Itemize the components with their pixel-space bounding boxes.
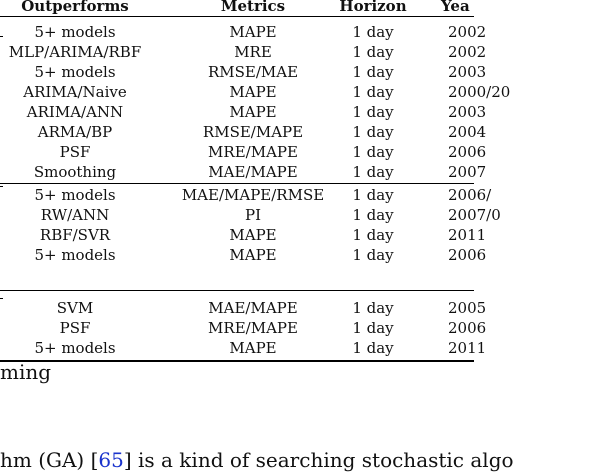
header-horizon: Horizon [339,0,407,15]
cell-outperforms: PSF [59,319,91,337]
table-row [0,122,600,142]
cell-outperforms: SVM [56,299,94,317]
edge-mark [0,186,3,187]
header-metrics: Metrics [220,0,286,15]
cell-outperforms: RW/ANN [40,206,110,224]
cell-metrics: MAPE [229,23,277,41]
cell-horizon: 1 day [352,63,394,81]
cell-outperforms: 5+ models [34,23,116,41]
cell-metrics: MRE/MAPE [208,319,298,337]
cell-year: 2000/20 [448,83,511,101]
cell-horizon: 1 day [352,103,394,121]
cell-year: 2003 [448,103,487,121]
cell-horizon: 1 day [352,163,394,181]
cell-metrics: MAPE [229,83,277,101]
group-rule [0,183,474,184]
cell-horizon: 1 day [352,299,394,317]
edge-mark [0,36,3,37]
cell-outperforms: RBF/SVR [39,226,111,244]
cell-outperforms: ARIMA/ANN [26,103,124,121]
cell-metrics: MAE/MAPE [208,299,298,317]
cell-outperforms: 5+ models [34,186,116,204]
cell-horizon: 1 day [352,319,394,337]
table-row [0,298,600,318]
cell-outperforms: 5+ models [34,339,116,357]
cell-metrics: MAPE [229,246,277,264]
cell-year: 2002 [448,43,487,61]
cell-metrics: MAPE [229,339,277,357]
cell-horizon: 1 day [352,186,394,204]
cell-year: 2006 [448,246,487,264]
table-row [0,205,600,225]
header-year: Yea [441,0,470,15]
body-text-fragment: hm (GA) [ [0,448,99,472]
cell-metrics: MAPE [229,226,277,244]
header-outperforms: Outperforms [21,0,129,15]
cell-horizon: 1 day [352,23,394,41]
table-row [0,338,600,358]
table-row [0,22,600,42]
cell-metrics: RMSE/MAE [207,63,299,81]
group-rule [0,290,474,291]
table-row [0,142,600,162]
cell-horizon: 1 day [352,83,394,101]
cell-outperforms: ARIMA/Naive [23,83,127,101]
table-row [0,318,600,338]
bottom-rule [0,360,474,362]
body-text-fragment: ] is a kind of searching stochastic algo [123,448,514,472]
cell-outperforms: ARMA/BP [37,123,113,141]
table-row [0,245,600,265]
cell-metrics: RMSE/MAPE [202,123,304,141]
edge-mark [0,298,3,299]
cell-outperforms: Smoothing [33,163,117,181]
cell-horizon: 1 day [352,226,394,244]
cell-horizon: 1 day [352,246,394,264]
table-row [0,42,600,62]
cell-horizon: 1 day [352,143,394,161]
table-row [0,225,600,245]
table-row [0,82,600,102]
cell-year: 2005 [448,299,487,317]
cell-horizon: 1 day [352,206,394,224]
cell-year: 2011 [448,339,487,357]
cell-year: 2007 [448,163,487,181]
cell-year: 2011 [448,226,487,244]
citation-link[interactable]: 65 [98,448,124,472]
cell-metrics: MRE/MAPE [208,143,298,161]
cell-outperforms: 5+ models [34,63,116,81]
cell-metrics: MAE/MAPE/RMSE [181,186,325,204]
cell-year: 2006 [448,319,487,337]
cell-outperforms: MLP/ARIMA/RBF [8,43,142,61]
cell-outperforms: 5+ models [34,246,116,264]
table-row [0,62,600,82]
body-text-line [0,448,514,472]
cell-metrics: MAPE [229,103,277,121]
cell-year: 2006 [448,143,487,161]
cell-metrics: MAE/MAPE [208,163,298,181]
table-row [0,102,600,122]
cell-outperforms: PSF [59,143,91,161]
header-rule [0,16,474,17]
cell-horizon: 1 day [352,43,394,61]
cell-horizon: 1 day [352,123,394,141]
cell-year: 2007/0 [448,206,501,224]
cell-year: 2006/ [448,186,492,204]
cell-year: 2002 [448,23,487,41]
table-row [0,162,600,182]
cell-horizon: 1 day [352,339,394,357]
body-text-line: ming [0,360,52,384]
cell-metrics: MRE [234,43,272,61]
cell-year: 2004 [448,123,487,141]
cell-metrics: PI [244,206,262,224]
cell-year: 2003 [448,63,487,81]
table-row [0,185,600,205]
